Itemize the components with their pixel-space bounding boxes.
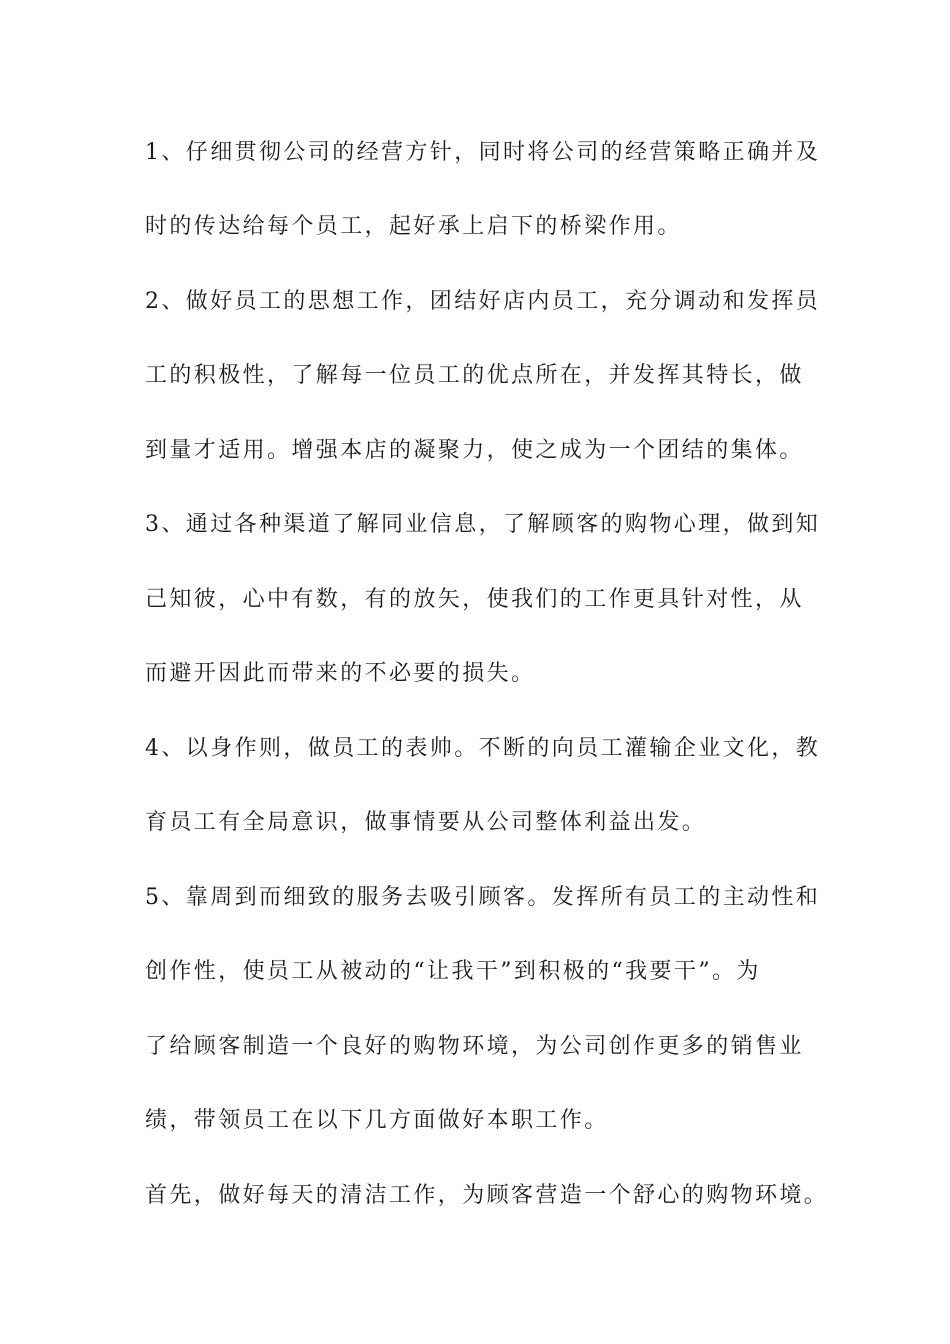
text-line: 到量才适用。增强本店的凝聚力，使之成为一个团结的集体。 xyxy=(145,438,804,463)
text-line: 了给顾客制造一个良好的购物环境，为公司创作更多的销售业 xyxy=(145,1034,804,1059)
text-line: 绩，带领员工在以下几方面做好本职工作。 xyxy=(145,1108,609,1133)
text-line: 工的积极性，了解每一位员工的优点所在，并发挥其特长，做 xyxy=(145,363,804,388)
text-line: 1、仔细贯彻公司的经营方针，同时将公司的经营策略正确并及 xyxy=(145,140,821,165)
text-line: 5、靠周到而细致的服务去吸引顾客。发挥所有员工的主动性和 xyxy=(145,885,821,910)
text-line: 首先，做好每天的清洁工作，为顾客营造一个舒心的购物环境。 xyxy=(145,1183,829,1208)
text-line: 时的传达给每个员工，起好承上启下的桥梁作用。 xyxy=(145,214,682,239)
text-line: 育员工有全局意识，做事情要从公司整体利益出发。 xyxy=(145,810,707,835)
text-line: 3、通过各种渠道了解同业信息，了解顾客的购物心理，做到知 xyxy=(145,512,821,537)
text-line: 己知彼，心中有数，有的放矢，使我们的工作更具针对性，从 xyxy=(145,587,804,612)
text-line: 4、以身作则，做员工的表帅。不断的向员工灌输企业文化，教 xyxy=(145,736,821,761)
text-line: 而避开因此而带来的不必要的损失。 xyxy=(145,661,536,686)
text-line: 2、做好员工的思想工作，团结好店内员工，充分调动和发挥员 xyxy=(145,289,821,314)
text-line: 创作性，使员工从被动的“让我干”到积极的“我要干”。为 xyxy=(145,959,761,984)
